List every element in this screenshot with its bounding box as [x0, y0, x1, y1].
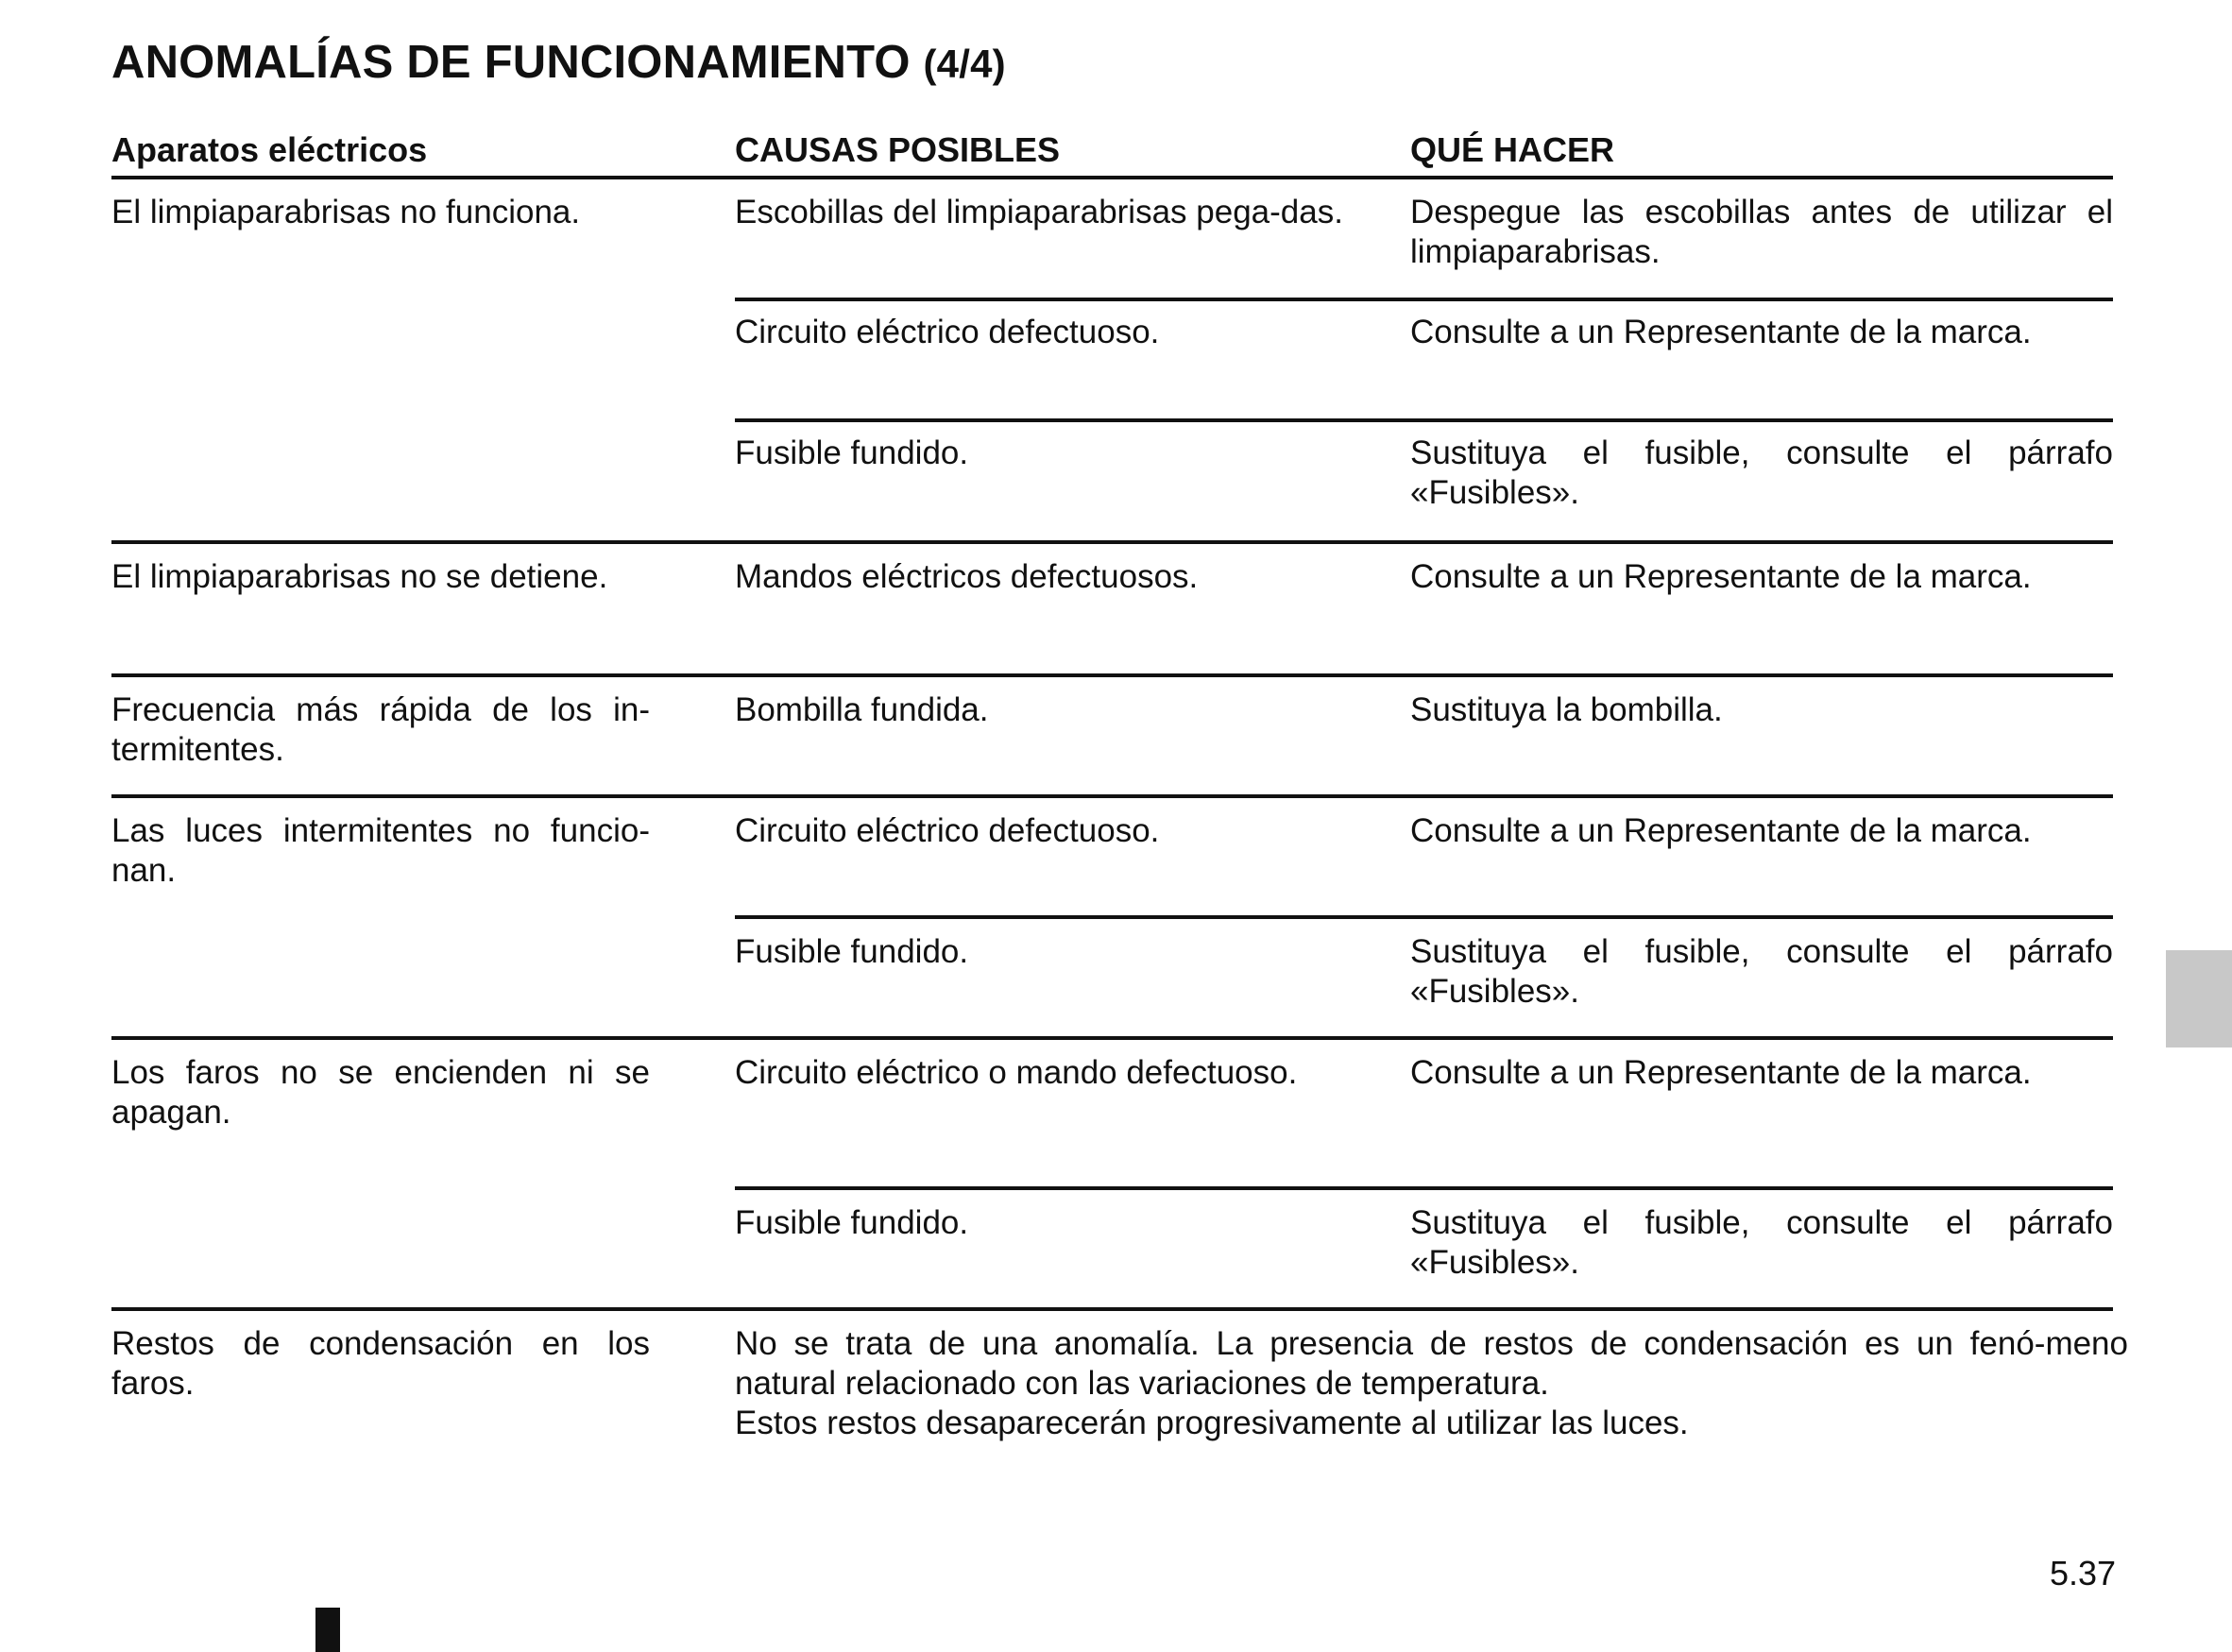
cause-cell: Fusible fundido.	[735, 1204, 969, 1241]
sub-row-divider	[735, 1186, 2113, 1190]
problem-cell: El limpiaparabrisas no se detiene.	[111, 558, 608, 595]
action-cell: Sustituya el fusible, consulte el párrafo «Fusibles».	[1410, 434, 2113, 511]
problem-cell: Las luces intermitentes no funcio-nan.	[111, 812, 650, 889]
sub-row-divider	[735, 298, 2113, 301]
table-row	[111, 798, 2113, 1040]
crop-mark	[315, 1608, 340, 1652]
header-device: Aparatos eléctricos	[111, 130, 428, 169]
action-cell: Consulte a un Representante de la marca.	[1410, 314, 2032, 350]
table-row	[111, 1040, 2113, 1311]
table-row	[111, 1311, 2128, 1472]
table-row	[111, 179, 2113, 544]
page-title	[111, 36, 1006, 89]
cause-cell: Mandos eléctricos defectuosos.	[735, 558, 1199, 595]
sub-row-divider	[735, 915, 2113, 919]
note-line: Estos restos desaparecerán progresivamente al utilizar las luces.	[735, 1405, 1689, 1441]
problem-cell: Frecuencia más rápida de los in-termitentes.	[111, 691, 650, 768]
action-cell: Sustituya la bombilla.	[1410, 691, 1723, 728]
header-actions: QUÉ HACER	[1410, 130, 1615, 169]
cause-cell: Escobillas del limpiaparabrisas pega-das.	[735, 194, 1343, 230]
cause-cell: Bombilla fundida.	[735, 691, 989, 728]
action-cell: Consulte a un Representante de la marca.	[1410, 1054, 2032, 1091]
problem-cell: El limpiaparabrisas no funciona.	[111, 194, 581, 230]
cause-cell: Circuito eléctrico defectuoso.	[735, 314, 1160, 350]
problem-cell: Restos de condensación en los faros.	[111, 1325, 650, 1402]
action-cell: Consulte a un Representante de la marca.	[1410, 558, 2032, 595]
action-cell: Sustituya el fusible, consulte el párrafo «Fusibles».	[1410, 1204, 2113, 1281]
action-cell: Despegue las escobillas antes de utilizar el limpiaparabrisas.	[1410, 194, 2113, 270]
page-title-main: ANOMALÍAS DE FUNCIONAMIENTO	[111, 37, 911, 88]
note-line: No se trata de una anomalía. La presencia de restos de condensación es un fenó-meno natural relacionado con las variaciones de temperatura.	[735, 1325, 2128, 1402]
troubleshooting-table	[111, 121, 2128, 1472]
section-tab	[2166, 950, 2232, 1047]
cause-cell: Circuito eléctrico defectuoso.	[735, 812, 1160, 849]
table-header-row	[111, 121, 2113, 179]
note-cell	[735, 1324, 2128, 1443]
action-cell: Consulte a un Representante de la marca.	[1410, 812, 2032, 849]
table-row	[111, 677, 2113, 798]
sub-row-divider	[735, 418, 2113, 422]
cause-cell: Circuito eléctrico o mando defectuoso.	[735, 1054, 1298, 1091]
table-row	[111, 544, 2113, 677]
problem-cell: Los faros no se encienden ni se apagan.	[111, 1054, 650, 1131]
cause-cell: Fusible fundido.	[735, 933, 969, 970]
page-title-suffix: (4/4)	[923, 42, 1006, 86]
header-causes: CAUSAS POSIBLES	[735, 130, 1061, 169]
cause-cell: Fusible fundido.	[735, 434, 969, 471]
action-cell: Sustituya el fusible, consulte el párrafo «Fusibles».	[1410, 933, 2113, 1010]
page-number: 5.37	[2050, 1554, 2117, 1592]
